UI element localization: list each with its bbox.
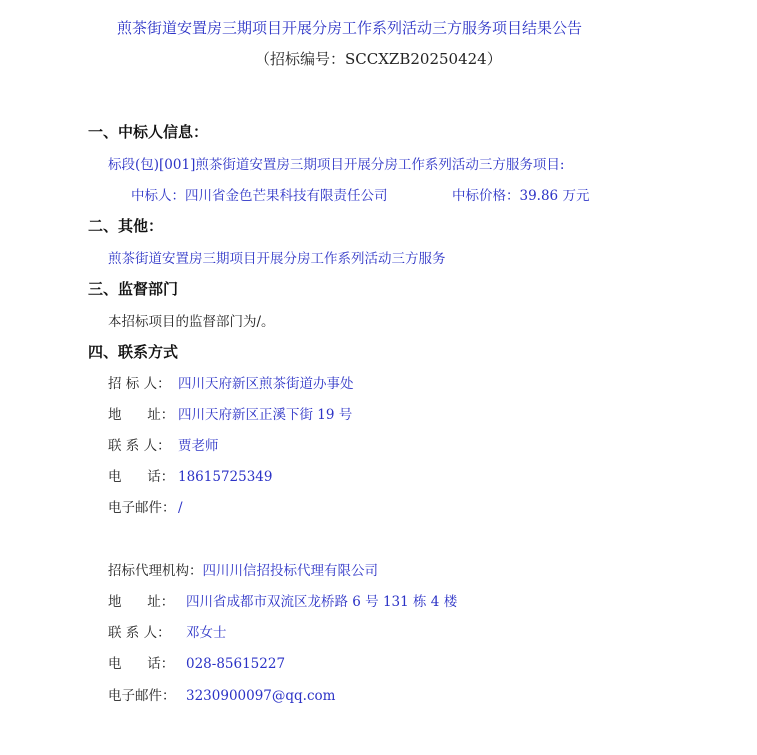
price-value: 39.86 万元 — [519, 188, 590, 204]
agency-phone-value: 028-85615227 — [186, 656, 286, 672]
supervision-text: 本招标项目的监督部门为/。 — [108, 314, 275, 330]
agency-contact-value: 邓女士 — [186, 625, 227, 641]
other-text: 煎茶街道安置房三期项目开展分房工作系列活动三方服务 — [108, 251, 446, 267]
agency-address-label: 地 址： — [108, 594, 175, 610]
tenderer-phone-label: 电 话： — [108, 469, 175, 485]
agency-address-row — [108, 590, 457, 610]
agency-contact-label: 联 系 人： — [108, 625, 171, 641]
document-title: 煎茶街道安置房三期项目开展分房工作系列活动三方服务项目结果公告 — [117, 19, 583, 37]
section-heading-supervision: 三、监督部门 — [88, 280, 179, 298]
agency-name-label: 招标代理机构： — [108, 563, 203, 579]
agency-name-row — [108, 559, 378, 579]
agency-email-value: 3230900097@qq.com — [186, 688, 336, 704]
tenderer-phone-row — [108, 465, 272, 485]
winner-line — [131, 184, 388, 204]
tenderer-contact-row — [108, 434, 219, 454]
tenderer-email-row — [108, 496, 183, 516]
tenderer-contact-value: 贾老师 — [178, 438, 219, 454]
tenderer-email-label: 电子邮件： — [108, 500, 176, 516]
tenderer-address-row — [108, 403, 352, 423]
section-heading-winner: 一、中标人信息： — [88, 123, 209, 141]
winner-label: 中标人： — [131, 188, 185, 204]
agency-contact-row — [108, 621, 227, 641]
winner-value: 四川省金色芒果科技有限责任公司 — [185, 188, 388, 204]
bid-number: （招标编号：SCCXZB20250424） — [255, 50, 502, 68]
agency-address-value: 四川省成都市双流区龙桥路 6 号 131 栋 4 楼 — [186, 594, 458, 610]
section-heading-other: 二、其他： — [88, 217, 164, 235]
agency-email-row — [108, 684, 335, 704]
agency-name-value: 四川川信招投标代理有限公司 — [202, 563, 378, 579]
agency-email-label: 电子邮件： — [108, 688, 176, 704]
tenderer-address-value: 四川天府新区正溪下街 19 号 — [178, 407, 353, 423]
tenderer-phone-value: 18615725349 — [178, 469, 273, 485]
price-label: 中标价格： — [452, 188, 520, 204]
tenderer-name-label: 招 标 人： — [108, 376, 171, 392]
agency-phone-label: 电 话： — [108, 656, 175, 672]
tenderer-address-label: 地 址： — [108, 407, 175, 423]
tenderer-name-value: 四川天府新区煎茶街道办事处 — [178, 376, 354, 392]
tenderer-name-row — [108, 372, 354, 392]
tenderer-contact-label: 联 系 人： — [108, 438, 171, 454]
section-heading-contact: 四、联系方式 — [88, 343, 179, 361]
tenderer-email-value: / — [178, 500, 183, 516]
price-line — [452, 184, 589, 204]
lot-description: 标段(包)[001]煎茶街道安置房三期项目开展分房工作系列活动三方服务项目: — [108, 157, 565, 173]
agency-phone-row — [108, 652, 285, 672]
